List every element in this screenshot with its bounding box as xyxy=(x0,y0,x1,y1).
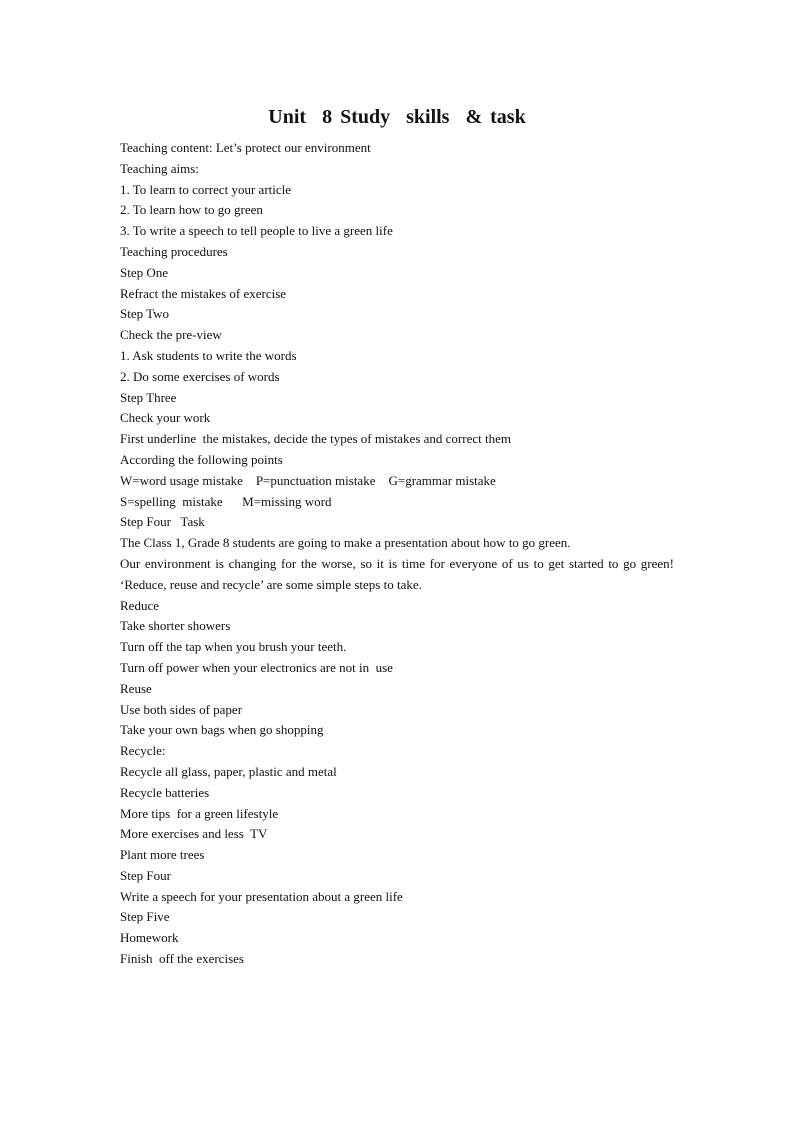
text-line-aim-2: 2. To learn how to go green xyxy=(120,202,263,218)
text-line-recycle-heading: Recycle: xyxy=(120,743,166,759)
text-line-shorter-showers: Take shorter showers xyxy=(120,618,231,634)
text-line-mistake-codes-2: S=spelling mistake M=missing word xyxy=(120,493,332,509)
text-line-turn-off-tap: Turn off the tap when you brush your teeth. xyxy=(120,639,347,655)
document-body xyxy=(120,138,674,970)
document-title: Unit 8 Study skills & task xyxy=(268,106,526,128)
text-line-more-tips: More tips for a green lifestyle xyxy=(120,805,279,821)
text-line-exercises-words: 2. Do some exercises of words xyxy=(120,368,280,384)
text-line-plant-trees: Plant more trees xyxy=(120,847,205,863)
text-line-reduce: Reduce xyxy=(120,597,159,613)
text-line-reuse: Reuse xyxy=(120,680,152,696)
text-line-step-two: Step Two xyxy=(120,306,170,322)
text-line-step-four-task: Step Four Task xyxy=(120,514,205,530)
text-line-mistake-codes-1: W=word usage mistake P=punctuation mistake G=grammar mistake xyxy=(120,472,496,488)
text-line-check-preview: Check the pre-view xyxy=(120,327,222,343)
text-line-both-sides-paper: Use both sides of paper xyxy=(120,701,243,717)
text-line-recycle-materials: Recycle all glass, paper, plastic and metal xyxy=(120,763,337,779)
text-line-aim-3: 3. To write a speech to tell people to live a green life xyxy=(120,223,393,239)
text-line-write-words: 1. Ask students to write the words xyxy=(120,347,297,363)
text-line-turn-off-power: Turn off power when your electronics are not in use xyxy=(120,659,393,675)
text-line-teaching-aims: Teaching aims: xyxy=(120,160,199,176)
text-line-step-four: Step Four xyxy=(120,867,171,883)
text-line-finish-exercises: Finish off the exercises xyxy=(120,951,244,967)
text-line-homework: Homework xyxy=(120,930,179,946)
text-line-refract-mistakes: Refract the mistakes of exercise xyxy=(120,285,287,301)
text-line-teaching-procedures: Teaching procedures xyxy=(120,243,228,259)
text-line-underline-mistakes: First underline the mistakes, decide the types of mistakes and correct them xyxy=(120,431,511,447)
text-line-step-one: Step One xyxy=(120,264,169,280)
text-line-step-five: Step Five xyxy=(120,909,170,925)
text-line-presentation: The Class 1, Grade 8 students are going to make a presentation about how to go green. xyxy=(120,535,571,551)
text-line-own-bags: Take your own bags when go shopping xyxy=(120,722,324,738)
text-line-teaching-content: Teaching content: Let’s protect our environment xyxy=(120,140,371,155)
text-paragraph-environment: Our environment is changing for the worse, so it is time for everyone of us to get started to go green! ‘Reduce, reuse and recycle’ are some simple steps to take. xyxy=(120,555,674,592)
text-line-step-three: Step Three xyxy=(120,389,177,405)
text-line-following-points: According the following points xyxy=(120,451,283,467)
text-line-aim-1: 1. To learn to correct your article xyxy=(120,181,292,197)
text-line-recycle-batteries: Recycle batteries xyxy=(120,784,210,800)
text-line-check-work: Check your work xyxy=(120,410,211,426)
text-line-write-speech: Write a speech for your presentation about a green life xyxy=(120,888,403,904)
text-line-more-exercises: More exercises and less TV xyxy=(120,826,268,842)
